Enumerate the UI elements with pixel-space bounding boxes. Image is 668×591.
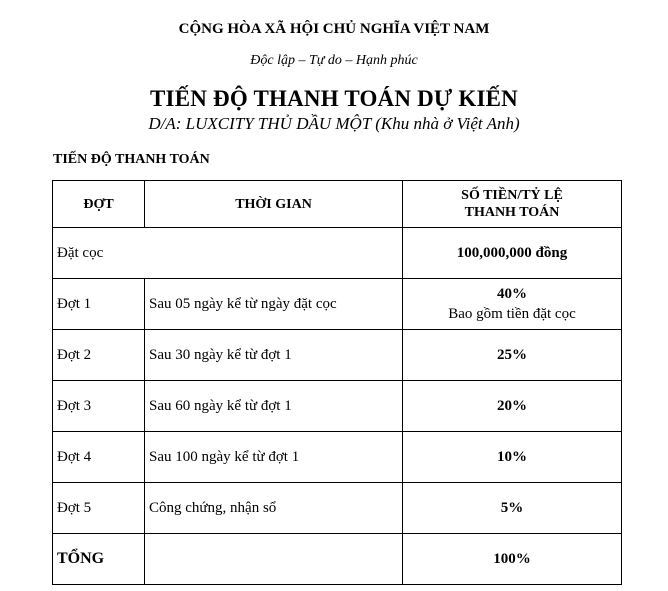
phase-cell: Đợt 5 bbox=[53, 483, 145, 534]
header-amount-line2: THANH TOÁN bbox=[464, 205, 560, 220]
deposit-amount: 100,000,000 đồng bbox=[403, 228, 622, 279]
time-cell: Sau 60 ngày kể từ đợt 1 bbox=[145, 381, 403, 432]
time-cell: Sau 100 ngày kể từ đợt 1 bbox=[145, 432, 403, 483]
national-motto: CỘNG HÒA XÃ HỘI CHỦ NGHĨA VIỆT NAM bbox=[178, 21, 490, 37]
table-row bbox=[53, 432, 622, 483]
national-slogan: Độc lập – Tự do – Hạnh phúc bbox=[250, 53, 418, 68]
section-label: TIẾN ĐỘ THANH TOÁN bbox=[53, 152, 210, 167]
header-phase: ĐỢT bbox=[53, 181, 145, 228]
phase-cell: Đợt 4 bbox=[53, 432, 145, 483]
payment-schedule-table bbox=[52, 180, 622, 585]
total-row bbox=[53, 534, 622, 585]
total-amount: 100% bbox=[403, 534, 622, 585]
project-subtitle: D/A: LUXCITY THỦ DẦU MỘT (Khu nhà ở Việt Anh) bbox=[148, 114, 520, 133]
time-cell: Sau 05 ngày kể từ ngày đặt cọc bbox=[145, 279, 403, 330]
amount-cell: 5% bbox=[403, 483, 622, 534]
time-cell: Sau 30 ngày kể từ đợt 1 bbox=[145, 330, 403, 381]
header-amount bbox=[403, 181, 622, 228]
amount-cell bbox=[403, 279, 622, 330]
table-row bbox=[53, 330, 622, 381]
document-title: TIẾN ĐỘ THANH TOÁN DỰ KIẾN bbox=[150, 86, 518, 111]
total-label: TỔNG bbox=[53, 534, 145, 585]
total-time bbox=[145, 534, 403, 585]
table-header-row bbox=[53, 181, 622, 228]
amount-value: 40% bbox=[497, 286, 527, 302]
table-row bbox=[53, 381, 622, 432]
amount-note: Bao gồm tiền đặt cọc bbox=[448, 306, 576, 322]
deposit-label: Đặt cọc bbox=[53, 228, 403, 279]
amount-cell: 25% bbox=[403, 330, 622, 381]
header-amount-line1: SỐ TIỀN/TỶ LỆ bbox=[461, 188, 563, 203]
amount-cell: 10% bbox=[403, 432, 622, 483]
deposit-row bbox=[53, 228, 622, 279]
time-cell: Công chứng, nhận sổ bbox=[145, 483, 403, 534]
phase-cell: Đợt 1 bbox=[53, 279, 145, 330]
table-row bbox=[53, 279, 622, 330]
header-time: THỜI GIAN bbox=[145, 181, 403, 228]
amount-cell: 20% bbox=[403, 381, 622, 432]
phase-cell: Đợt 3 bbox=[53, 381, 145, 432]
table-row bbox=[53, 483, 622, 534]
phase-cell: Đợt 2 bbox=[53, 330, 145, 381]
